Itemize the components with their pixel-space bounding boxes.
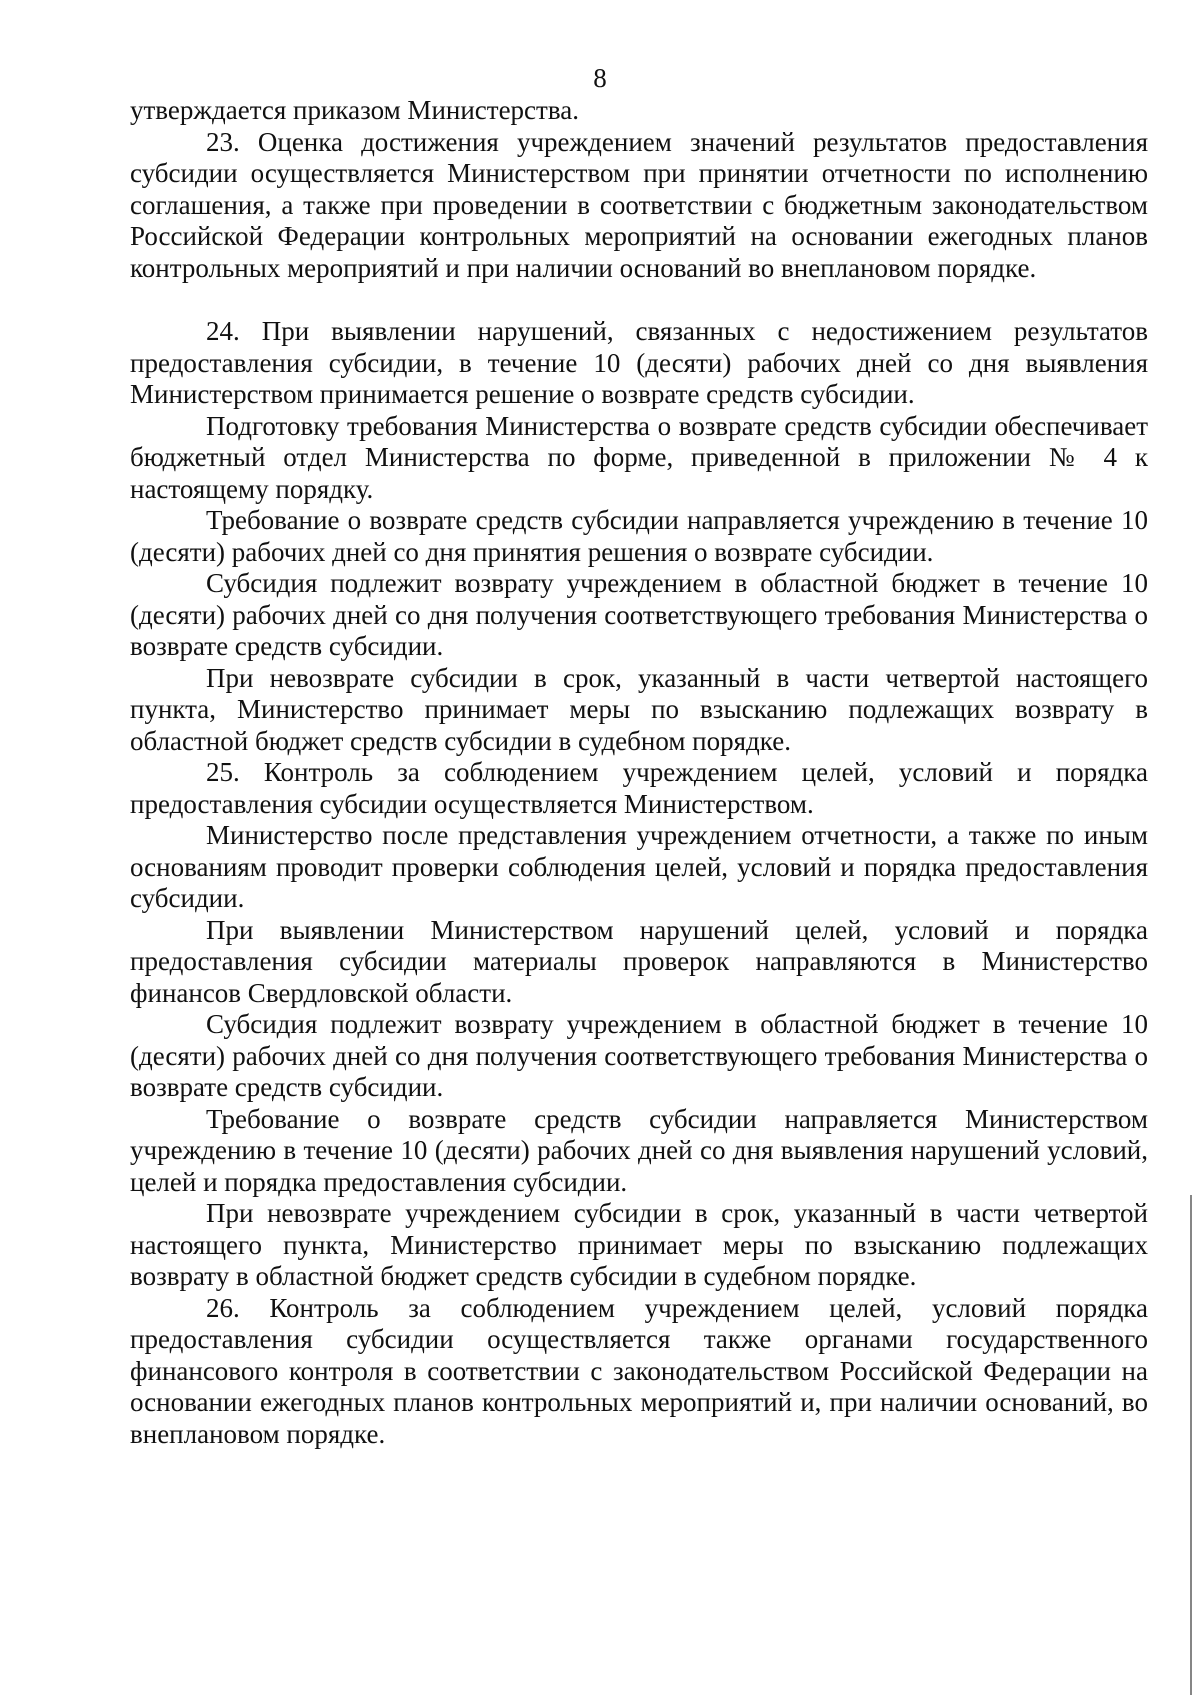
paragraph-25-requirement-sending: Требование о возврате средств субсидии направляется Министерством учреждению в течение 10 (десяти) рабочих дней со дня выявления нарушений условий, целей и порядка предоставления субсидии.: [130, 1103, 1148, 1197]
paragraph-25: 25. Контроль за соблюдением учреждением целей, условий и порядка предоставления субсидии осуществляется Министерством.: [130, 757, 1148, 819]
paragraph-24-requirement-preparation: Подготовку требования Министерства о возврате средств субсидии обеспечивает бюджетный отдел Министерства по форме, приведенной в приложении № 4 к настоящему порядку.: [130, 410, 1148, 504]
scan-edge-line: [1190, 1195, 1192, 1695]
paragraph-25-inspections: Министерство после представления учреждением отчетности, а также по иным основаниям проводит проверки соблюдения целей, условий и порядка предоставления субсидии.: [130, 820, 1148, 913]
page-number: 8: [593, 63, 607, 93]
paragraph-24-non-return: При невозврате субсидии в срок, указанный в части четвертой настоящего пункта, Министерство принимает меры по взысканию подлежащих возврату в областной бюджет средств субсидии в судебном порядке.: [130, 662, 1148, 756]
paragraph-23: 23. Оценка достижения учреждением значений результатов предоставления субсидии осуществляется Министерством при принятии отчетности по исполнению соглашения, а также при проведении в соответствии с бюджетным законодательством Российской Федерации контрольных мероприятий на основании ежегодных планов контрольных мероприятий и при наличии оснований во внеплановом порядке.: [130, 126, 1148, 283]
paragraph-24: 24. При выявлении нарушений, связанных с недостижением результатов предоставления субсидии, в течение 10 (десяти) рабочих дней со дня выявления Министерством принимается решение о возврате средств субсидии.: [130, 316, 1148, 409]
paragraph-24-requirement-sending: Требование о возврате средств субсидии направляется учреждению в течение 10 (десяти) рабочих дней со дня принятия решения о возврате субсидии.: [130, 505, 1148, 567]
paragraph-26: 26. Контроль за соблюдением учреждением целей, условий порядка предоставления субсидии осуществляется также органами государственного финансового контроля в соответствии с законодательством Российской Федерации на основании ежегодных планов контрольных мероприятий и, при наличии оснований, во внеплановом порядке.: [130, 1292, 1148, 1449]
paragraph-24-subsidy-return: Субсидия подлежит возврату учреждением в областной бюджет в течение 10 (десяти) рабочих дней со дня получения соответствующего требования Министерства о возврате средств субсидии.: [130, 568, 1148, 661]
paragraph-25-non-return: При невозврате учреждением субсидии в срок, указанный в части четвертой настоящего пункта, Министерство принимает меры по взысканию подлежащих возврату в областной бюджет средств субсидии в судебном порядке.: [130, 1198, 1148, 1291]
paragraph-25-violations: При выявлении Министерством нарушений целей, условий и порядка предоставления субсидии материалы проверок направляются в Министерство финансов Свердловской области.: [130, 914, 1148, 1008]
document-body: [130, 95, 1148, 1450]
paragraph-continuation: утверждается приказом Министерства.: [130, 95, 579, 125]
paragraph-25-subsidy-return: Субсидия подлежит возврату учреждением в областной бюджет в течение 10 (десяти) рабочих дней со дня получения соответствующего требования Министерства о возврате средств субсидии.: [130, 1009, 1148, 1102]
